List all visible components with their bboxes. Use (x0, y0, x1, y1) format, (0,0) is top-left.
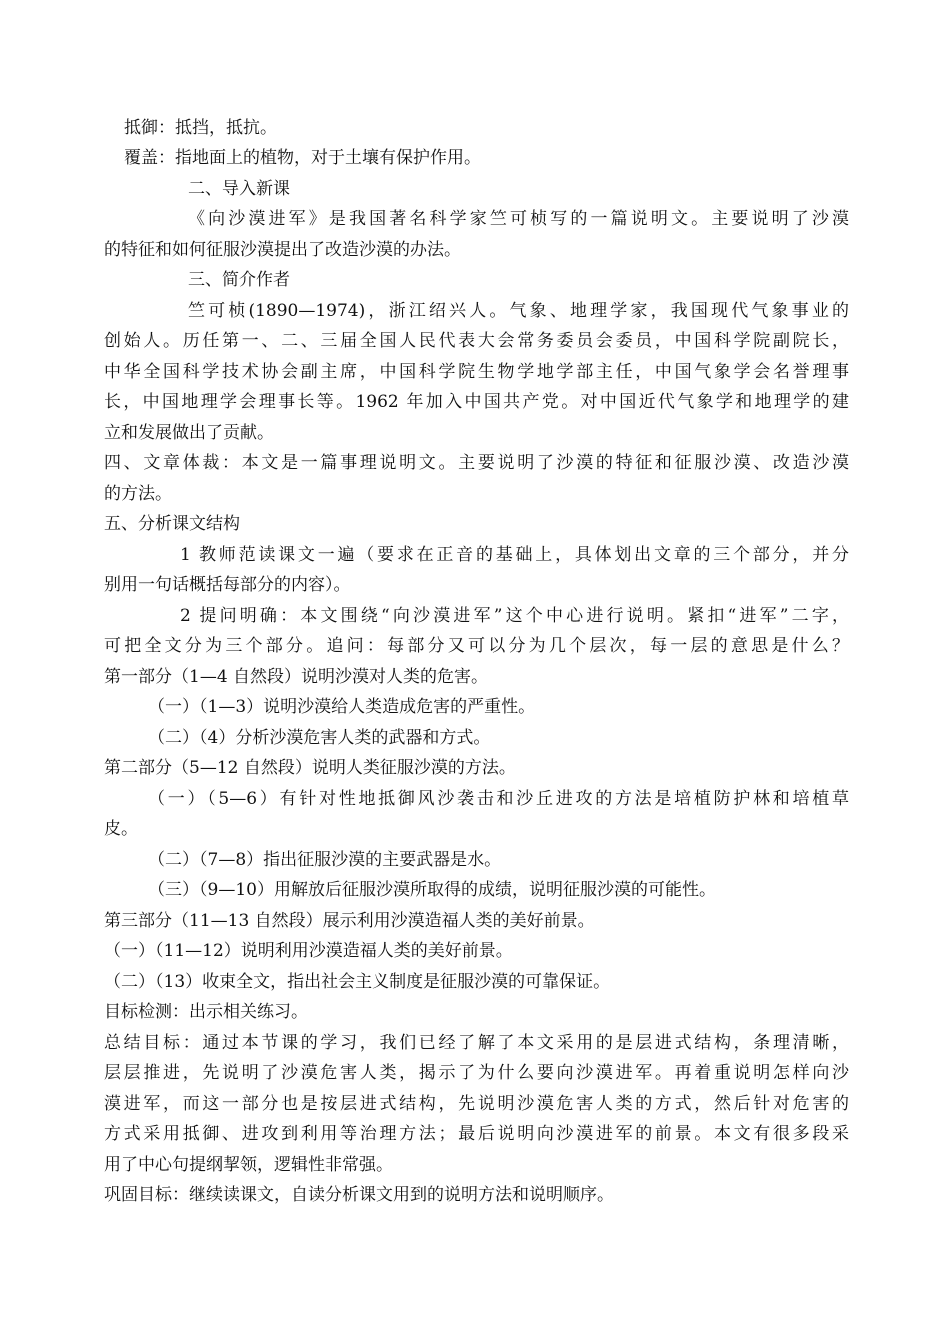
text-line: 总结目标：通过本节课的学习，我们已经了解了本文采用的是层进式结构，条理清晰， (104, 1033, 849, 1053)
text-line: （二）（13）收束全文，指出社会主义制度是征服沙漠的可靠保证。 (104, 972, 611, 992)
text-line: 方式采用抵御、进攻到利用等治理方法；最后说明向沙漠进军的前景。本文有很多段采 (104, 1124, 849, 1144)
text-line: 皮。 (104, 819, 138, 839)
text-line: 目标检测：出示相关练习。 (104, 1002, 308, 1022)
text-line: 的方法。 (104, 484, 172, 504)
text-line: 竺可桢(1890—1974)，浙江绍兴人。气象、地理学家，我国现代气象事业的 (188, 301, 849, 321)
text-line: 创始人。历任第一、二、三届全国人民代表大会常务委员会委员，中国科学院副院长， (104, 331, 849, 351)
text-line: （二）（4）分析沙漠危害人类的武器和方式。 (148, 728, 491, 748)
text-line: 第三部分（11—13 自然段）展示利用沙漠造福人类的美好前景。 (104, 911, 595, 931)
text-line: 1 教师范读课文一遍（要求在正音的基础上，具体划出文章的三个部分，并分 (180, 545, 849, 565)
section-heading: 四、文章体裁：本文是一篇事理说明文。主要说明了沙漠的特征和征服沙漠、改造沙漠 (104, 453, 849, 473)
text-line: 漠进军，而这一部分也是按层进式结构，先说明沙漠危害人类的方式，然后针对危害的 (104, 1094, 849, 1114)
text-line: 第二部分（5—12 自然段）说明人类征服沙漠的方法。 (104, 758, 516, 778)
text-line: 第一部分（1—4 自然段）说明沙漠对人类的危害。 (104, 667, 489, 687)
text-line: （一）（11—12）说明利用沙漠造福人类的美好前景。 (104, 941, 513, 961)
text-line: 长，中国地理学会理事长等。1962 年加入中国共产党。对中国近代气象学和地理学的建 (104, 392, 849, 412)
section-heading: 三、简介作者 (188, 270, 290, 290)
text-line: 2 提问明确：本文围绕“向沙漠进军”这个中心进行说明。紧扣“进军”二字， (180, 606, 849, 626)
text-line: 的特征和如何征服沙漠提出了改造沙漠的办法。 (104, 240, 461, 260)
text-line: 用了中心句提纲挈领，逻辑性非常强。 (104, 1155, 393, 1175)
section-heading: 五、分析课文结构 (104, 514, 240, 534)
text-line: 立和发展做出了贡献。 (104, 423, 274, 443)
text-line: （一）（5—6）有针对性地抵御风沙袭击和沙丘进攻的方法是培植防护林和培植草 (148, 789, 849, 809)
text-line: 可把全文分为三个部分。追问：每部分又可以分为几个层次，每一层的意思是什么？ (104, 636, 849, 656)
text-line: （一）（1—3）说明沙漠给人类造成危害的严重性。 (148, 697, 536, 717)
text-line: 中华全国科学技术协会副主席，中国科学院生物学地学部主任，中国气象学会名誉理事 (104, 362, 849, 382)
text-line: 层层推进，先说明了沙漠危害人类，揭示了为什么要向沙漠进军。再着重说明怎样向沙 (104, 1063, 849, 1083)
text-line: 覆盖：指地面上的植物，对于土壤有保护作用。 (124, 148, 481, 168)
text-line: 《向沙漠进军》是我国著名科学家竺可桢写的一篇说明文。主要说明了沙漠 (188, 209, 849, 229)
text-line: 抵御：抵挡，抵抗。 (124, 118, 277, 138)
text-line: 别用一句话概括每部分的内容）。 (104, 575, 351, 595)
text-line: 巩固目标：继续读课文，自读分析课文用到的说明方法和说明顺序。 (104, 1185, 614, 1205)
text-line: （二）（7—8）指出征服沙漠的主要武器是水。 (148, 850, 502, 870)
section-heading: 二、导入新课 (188, 179, 290, 199)
text-line: （三）（9—10）用解放后征服沙漠所取得的成绩，说明征服沙漠的可能性。 (148, 880, 716, 900)
